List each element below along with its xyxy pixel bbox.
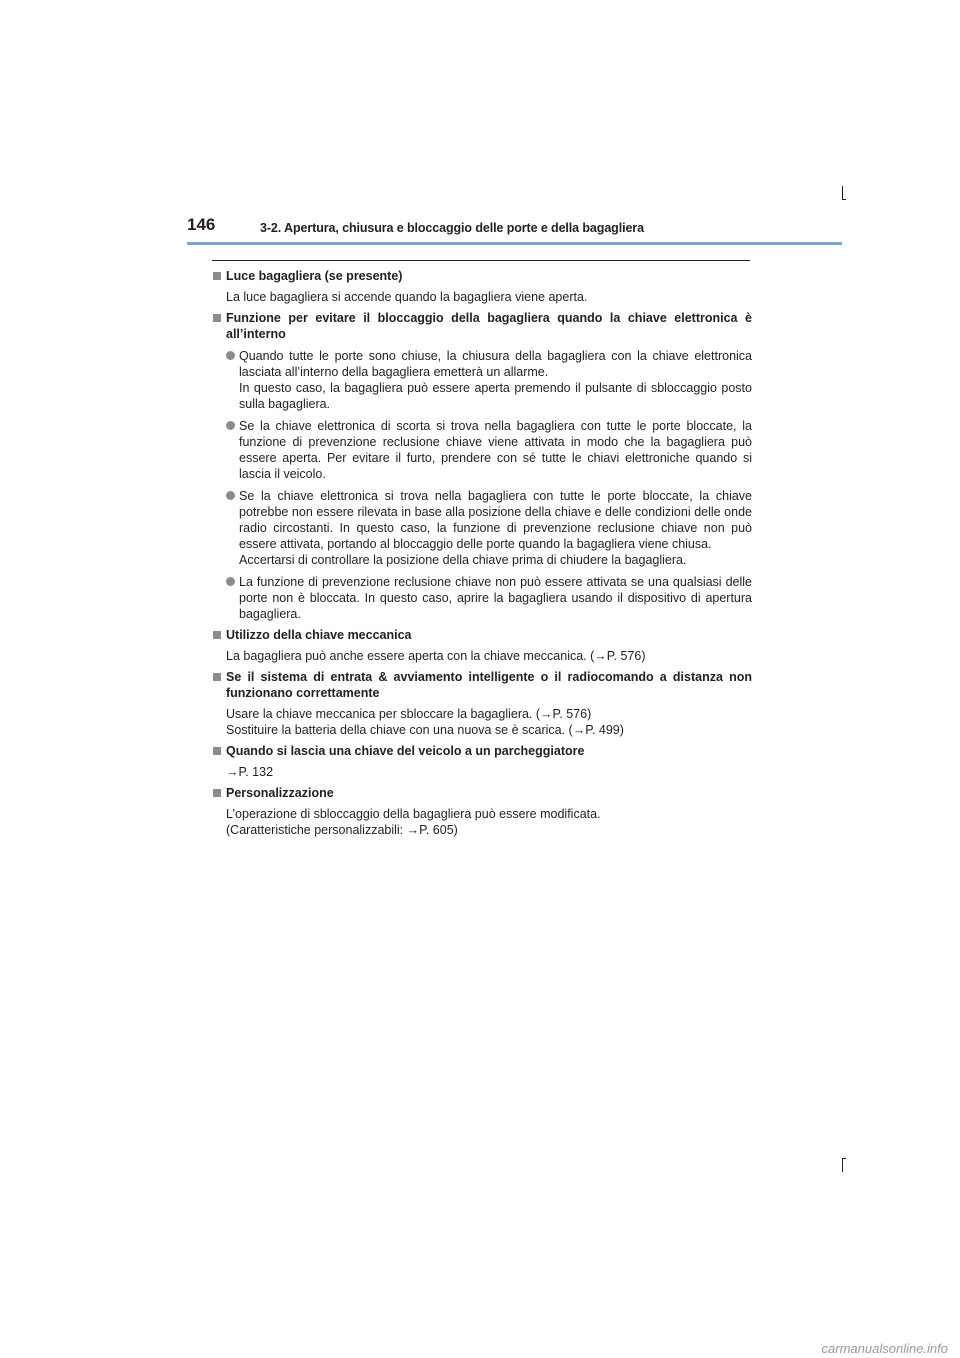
footer-watermark: carmanualsonline.info: [821, 1341, 948, 1356]
section-heading: Se il sistema di entrata & avviamento intelligente o il radiocomando a distanza non funzionano correttamente: [212, 669, 752, 701]
crop-mark-top: [842, 186, 843, 200]
content-divider: [212, 260, 750, 261]
round-bullet-icon: [226, 577, 235, 586]
section-body: La luce bagagliera si accende quando la bagagliera viene aperta.: [226, 290, 588, 304]
page-number: 146: [187, 215, 216, 234]
header-rule: [187, 242, 842, 245]
bullet-item: La funzione di prevenzione reclusione chiave non può essere attivata se una qualsiasi delle porte non è bloccata. In questo caso, aprire la bagagliera usando il dispositivo di apertura bagagliera.: [212, 574, 752, 622]
section-trunk-light: [212, 268, 752, 305]
crop-tick-top: [842, 199, 846, 200]
section-body: →P. 132: [226, 765, 274, 779]
section-heading: Utilizzo della chiave meccanica: [212, 627, 752, 643]
section-heading: Personalizzazione: [212, 785, 752, 801]
crop-mark-bottom: [842, 1158, 843, 1172]
section-body: L’operazione di sbloccaggio della bagagliera può essere modificata. (Caratteristiche personalizzabili: →P. 605): [226, 807, 601, 837]
section-body: Usare la chiave meccanica per sbloccare la bagagliera. (→P. 576) Sostituire la batteria della chiave con una nuova se è scarica. (→P. 499): [226, 707, 624, 737]
round-bullet-icon: [226, 421, 235, 430]
section-title: 3-2. Apertura, chiusura e bloccaggio delle porte e della bagagliera: [260, 221, 644, 235]
square-bullet-icon: [213, 272, 221, 280]
square-bullet-icon: [213, 747, 221, 755]
section-heading: Quando si lascia una chiave del veicolo a un parcheggiatore: [212, 743, 752, 759]
section-malfunction: [212, 669, 752, 738]
section-body: La bagagliera può anche essere aperta con la chiave meccanica. (→P. 576): [226, 649, 646, 663]
section-mechanical-key: [212, 627, 752, 664]
bullet-item: Se la chiave elettronica si trova nella bagagliera con tutte le porte bloccate, la chiave potrebbe non essere rilevata in base alla posizione della chiave e delle condizioni delle onde radio circostanti. In questo caso, la funzione di prevenzione reclusione chiave non può essere attivata, portando al bloccaggio delle porte quando la bagagliera viene chiusa. Accertarsi di controllare la posizione della chiave prima di chiudere la bagagliera.: [212, 488, 752, 568]
round-bullet-icon: [226, 351, 235, 360]
section-heading: Funzione per evitare il bloccaggio della bagagliera quando la chiave elettronica è all’interno: [212, 310, 752, 342]
bullet-item: Quando tutte le porte sono chiuse, la chiusura della bagagliera con la chiave elettronica lasciata all’interno della bagagliera emetterà un allarme. In questo caso, la bagagliera può essere aperta premendo il pulsante di sbloccaggio posto sulla bagagliera.: [212, 348, 752, 412]
content: [212, 268, 752, 843]
square-bullet-icon: [213, 631, 221, 639]
round-bullet-icon: [226, 491, 235, 500]
square-bullet-icon: [213, 673, 221, 681]
section-valet: [212, 743, 752, 780]
square-bullet-icon: [213, 314, 221, 322]
crop-tick-bottom: [842, 1158, 846, 1159]
section-key-lockout-prevention: [212, 310, 752, 622]
square-bullet-icon: [213, 789, 221, 797]
section-heading: Luce bagagliera (se presente): [212, 268, 752, 284]
section-customization: [212, 785, 752, 838]
bullet-item: Se la chiave elettronica di scorta si trova nella bagagliera con tutte le porte bloccate, la funzione di prevenzione reclusione chiave viene attivata in modo che la bagagliera può essere aperta. Per evitare il furto, prendere con sé tutte le chiavi elettroniche quando si lascia il veicolo.: [212, 418, 752, 482]
